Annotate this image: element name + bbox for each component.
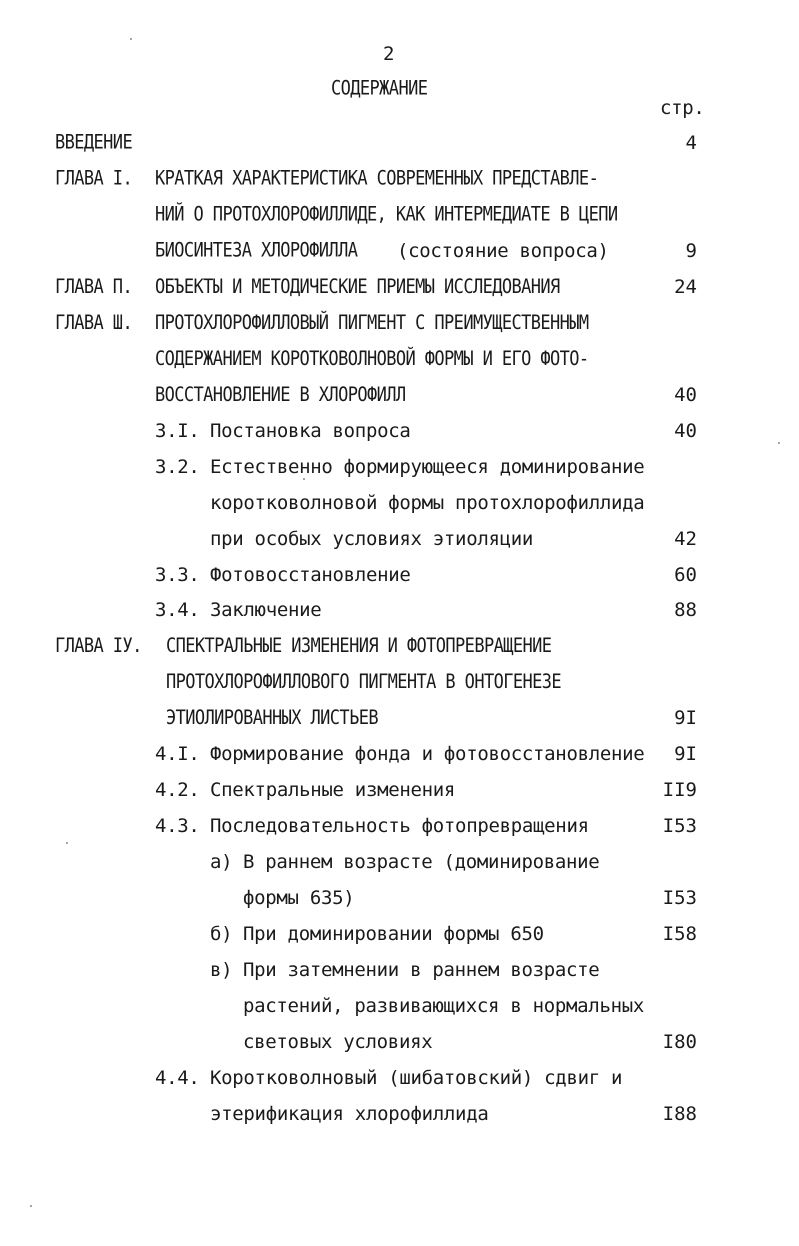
toc-line: ПРОТОХЛОРОФИЛЛОВЫЙ ПИГМЕНТ С ПРЕИМУЩЕСТВЕННЫМ <box>155 311 589 335</box>
toc-line: ОБЪЕКТЫ И МЕТОДИЧЕСКИЕ ПРИЕМЫ ИССЛЕДОВАНИЯ <box>155 275 560 299</box>
page-title: СОДЕРЖАНИЕ <box>331 77 428 101</box>
scan-speck <box>778 442 780 444</box>
toc-label: ГЛАВА IУ. <box>55 634 142 658</box>
toc-line: этерификация хлорофиллида <box>210 1103 489 1125</box>
page-number: 2 <box>383 43 395 65</box>
toc-line: КРАТКАЯ ХАРАКТЕРИСТИКА СОВРЕМЕННЫХ ПРЕДСТАВЛЕ- <box>155 167 599 191</box>
toc-line: ЭТИОЛИРОВАННЫХ ЛИСТЬЕВ <box>166 706 378 730</box>
toc-label: 3.I. <box>155 420 200 442</box>
toc-page: I88 <box>662 1103 697 1125</box>
toc-page: 9 <box>685 240 697 262</box>
toc-line: БИОСИНТЕЗА ХЛОРОФИЛЛА <box>155 239 358 263</box>
toc-page: 24 <box>674 276 697 298</box>
toc-label: 4.2. <box>155 779 200 801</box>
toc-page: I80 <box>662 1031 697 1053</box>
toc-page: I53 <box>662 815 697 837</box>
toc-line: Естественно формирующееся доминирование <box>210 456 645 478</box>
page-column-label: стр. <box>660 97 705 119</box>
toc-line: формы 635) <box>243 887 355 909</box>
toc-label: в) <box>210 959 233 981</box>
toc-line: ПРОТОХЛОРОФИЛЛОВОГО ПИГМЕНТА В ОНТОГЕНЕЗЕ <box>166 670 562 694</box>
toc-line: (состояние вопроса) <box>397 240 609 262</box>
toc-label: 3.4. <box>155 599 200 621</box>
toc-line: Фотовосстановление <box>210 564 411 586</box>
toc-line: Спектральные изменения <box>210 779 456 801</box>
toc-page: 88 <box>674 599 697 621</box>
toc-line: световых условиях <box>243 1031 433 1053</box>
toc-label: 4.4. <box>155 1067 200 1089</box>
toc-page: 40 <box>674 420 697 442</box>
toc-line: СОДЕРЖАНИЕМ КОРОТКОВОЛНОВОЙ ФОРМЫ И ЕГО ФОТО- <box>155 347 589 371</box>
scan-speck <box>66 842 68 844</box>
toc-page: 42 <box>674 528 697 550</box>
toc-line: В раннем возрасте (доминирование <box>243 851 600 873</box>
toc-line: растений, развивающихся в нормальных <box>243 995 645 1017</box>
scan-speck <box>30 1205 32 1207</box>
toc-label: ГЛАВА П. <box>55 275 133 299</box>
toc-label: 3.2. <box>155 456 200 478</box>
toc-line: При затемнении в раннем возрасте <box>243 959 600 981</box>
toc-label: а) <box>210 851 233 873</box>
toc-page: I58 <box>662 923 697 945</box>
toc-line: НИЙ О ПРОТОХЛОРОФИЛЛИДЕ, КАК ИНТЕРМЕДИАТЕ В ЦЕПИ <box>155 203 618 227</box>
toc-page: 4 <box>685 132 697 154</box>
toc-line: при особых условиях этиоляции <box>210 528 534 550</box>
toc-page: 60 <box>674 564 697 586</box>
toc-page: 40 <box>674 384 697 406</box>
toc-line: Последовательность фотопревращения <box>210 815 589 837</box>
toc-page: I53 <box>662 887 697 909</box>
toc-label: б) <box>210 923 233 945</box>
toc-line: При доминировании формы 650 <box>243 923 544 945</box>
toc-page: 9I <box>674 707 697 729</box>
toc-label: 3.3. <box>155 564 200 586</box>
toc-label: ВВЕДЕНИЕ <box>55 131 133 155</box>
toc-line: Постановка вопроса <box>210 420 411 442</box>
toc-line: ВОССТАНОВЛЕНИЕ В ХЛОРОФИЛЛ <box>155 383 406 407</box>
toc-label: ГЛАВА Ш. <box>55 311 133 335</box>
toc-label: 4.I. <box>155 743 200 765</box>
scan-speck <box>303 478 305 480</box>
toc-line: Формирование фонда и фотовосстановление <box>210 743 645 765</box>
scan-speck <box>130 38 132 40</box>
toc-line: СПЕКТРАЛЬНЫЕ ИЗМЕНЕНИЯ И ФОТОПРЕВРАЩЕНИЕ <box>166 634 552 658</box>
toc-page: 9I <box>674 743 697 765</box>
toc-label: 4.3. <box>155 815 200 837</box>
toc-line: коротковолновой формы протохлорофиллида <box>210 492 645 514</box>
toc-page: II9 <box>662 779 697 801</box>
toc-line: Коротковолновый (шибатовский) сдвиг и <box>210 1067 623 1089</box>
toc-line: Заключение <box>210 599 322 621</box>
toc-label: ГЛАВА I. <box>55 167 133 191</box>
